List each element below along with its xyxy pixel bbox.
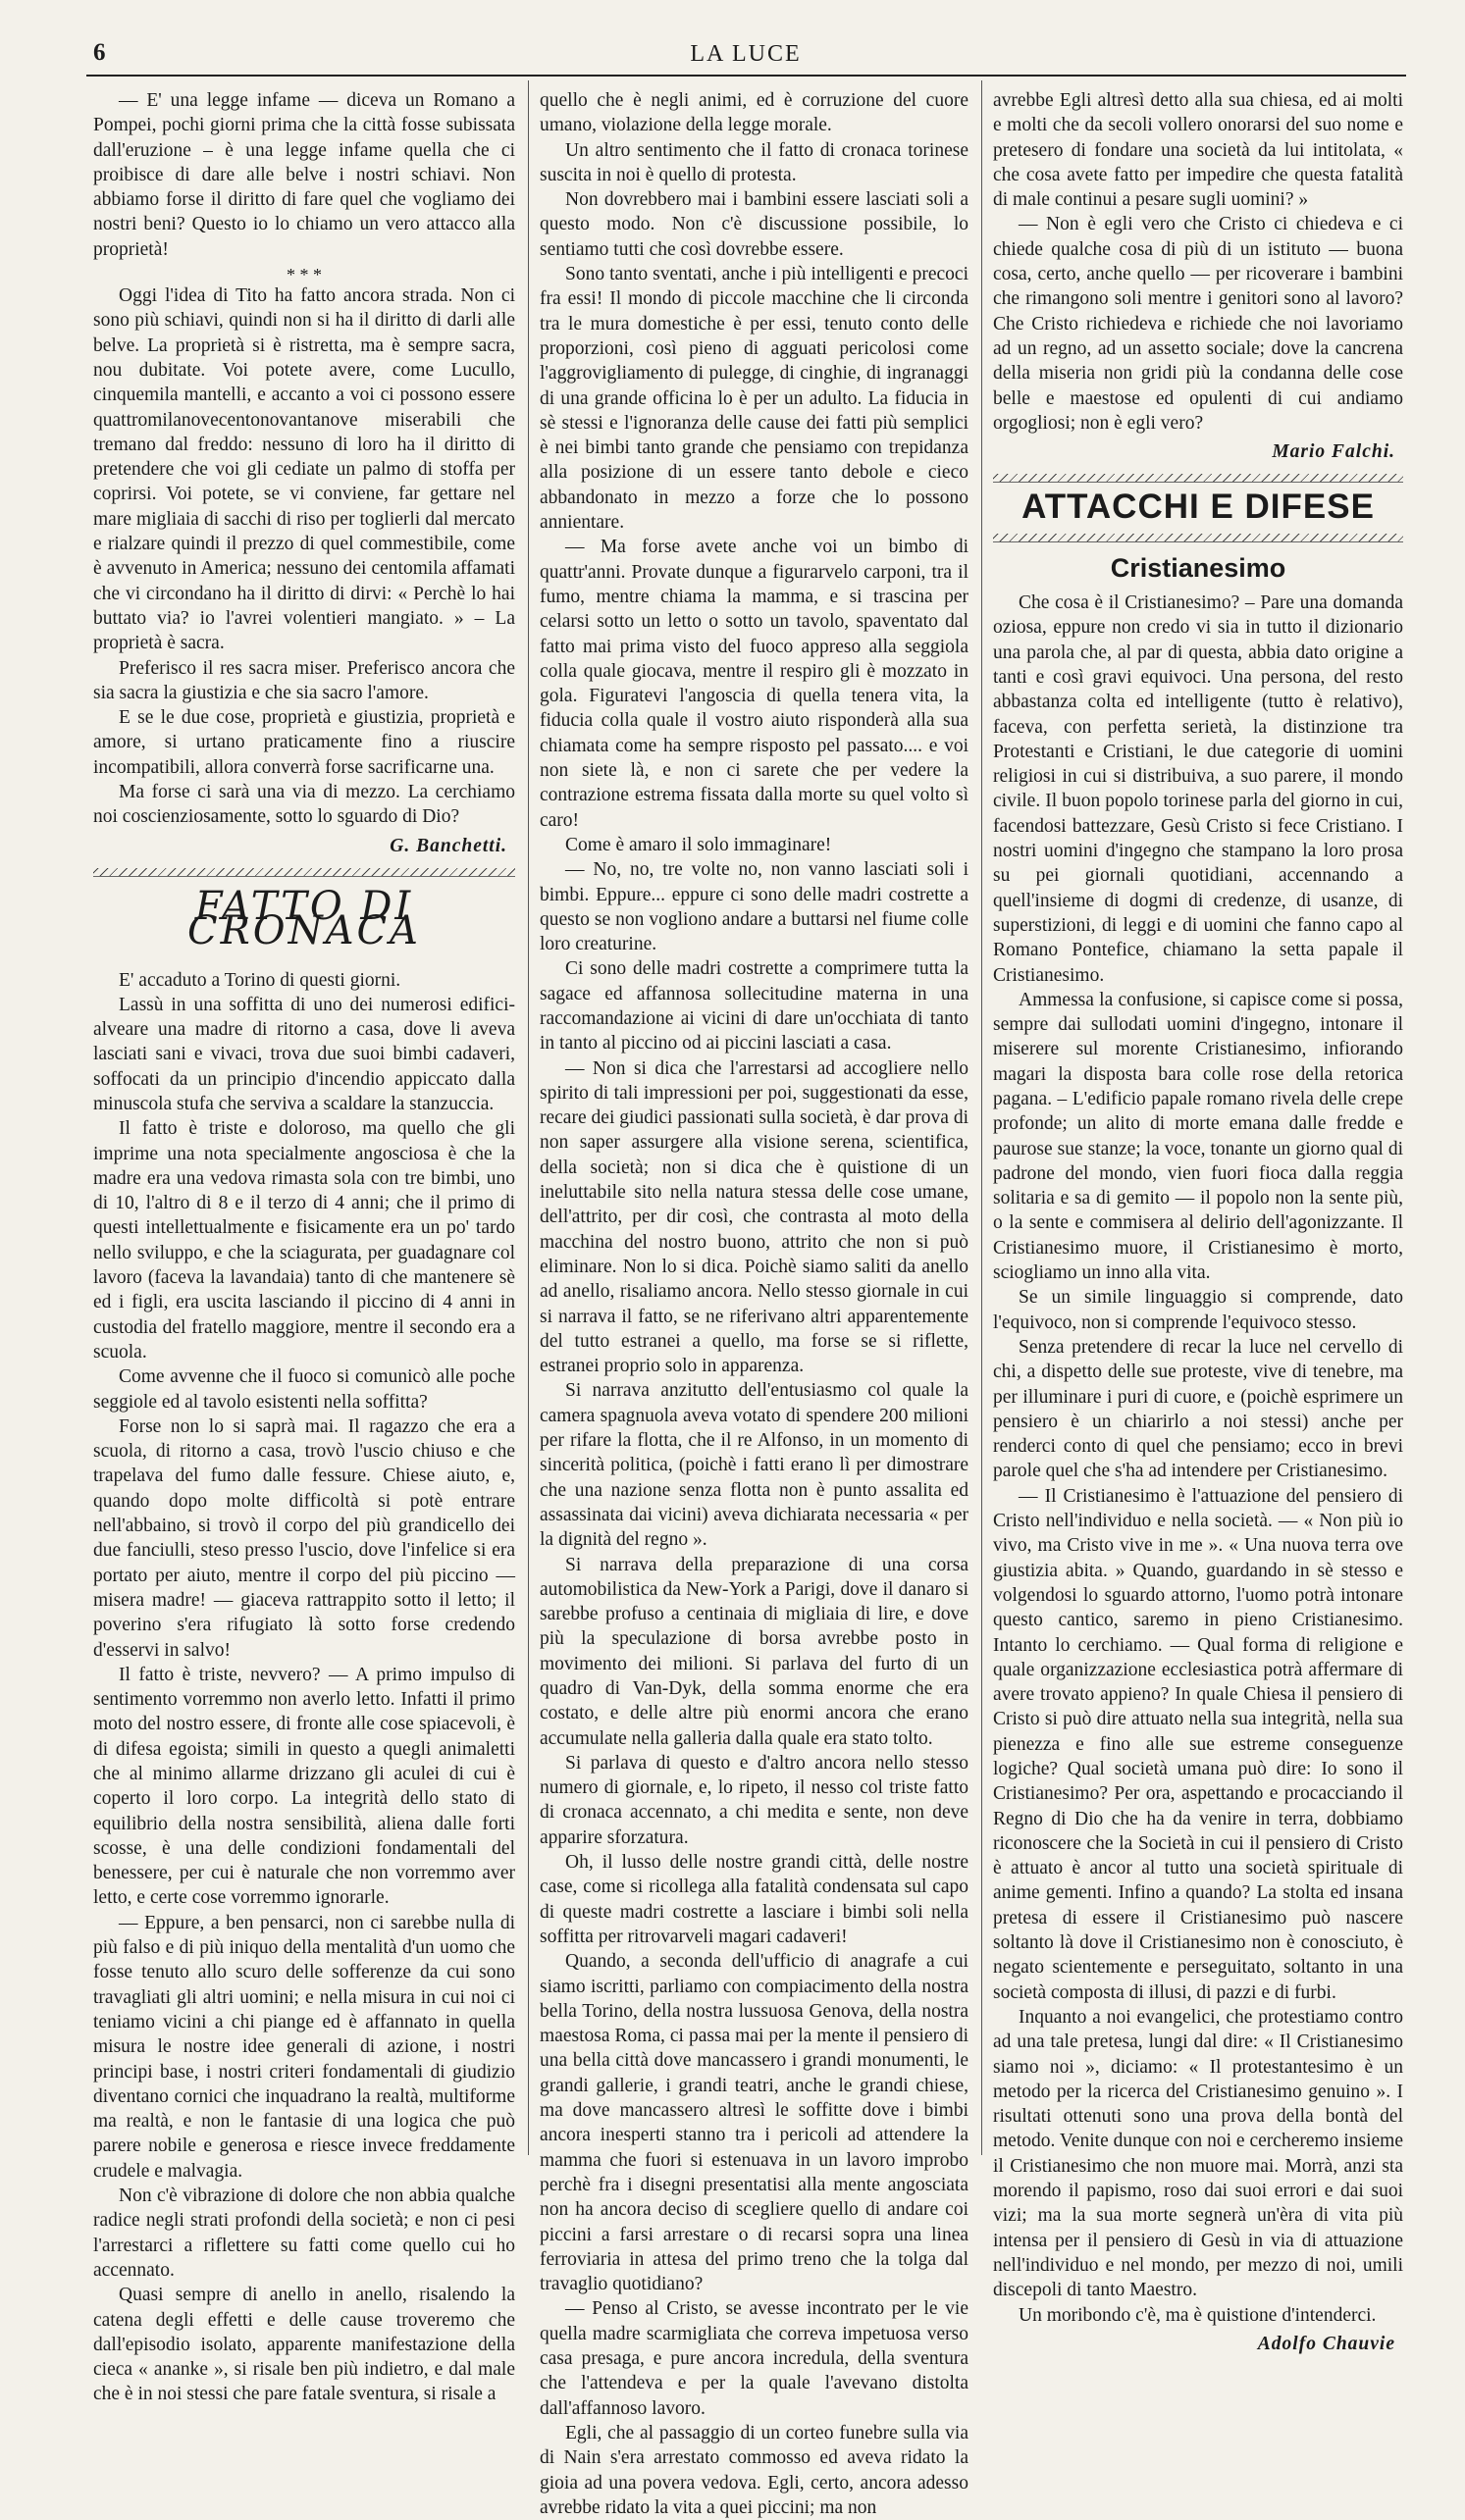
article-paragraph: Senza pretendere di recar la luce nel cervello di chi, a dispetto delle sue proteste, vive di tenebre, ma per illuminare i puri di cuore, e (poichè esprimere un pensiero è un chiarirlo a noi stessi) anche per renderci conto di quel che pensiamo; ecco in brevi parole quel che s'ha ad intendere per Cristianesimo. xyxy=(993,1336,1403,1482)
article-paragraph: Non dovrebbero mai i bambini essere lasciati soli a questo modo. Non c'è discussione possibile, lo sentiamo tutti che così dovrebbe essere. xyxy=(540,189,968,260)
article-paragraph: E' accaduto a Torino di questi giorni. xyxy=(119,969,401,991)
article-paragraph: — Eppure, a ben pensarci, non ci sarebbe nulla di più falso e di più iniquo della mentalità d'un uomo che fosse tenuto allo scuro delle sofferenze da cui sono travagliati gli altri uomini; e nella misura in cui noi ci teniamo vicini a chi piange ed è affannato in quella misura le nostre idee generali di azione, i nostri principi base, i nostri criteri fondamentali di giudizio diventano cornici che inquadrano la realtà, multiforme ma realtà, e non le fantasie di una logica che può parere nobile e generosa e riesce invece freddamente crudele e malvagia. xyxy=(93,1912,515,2182)
article-paragraph: — Ma forse avete anche voi un bimbo di quattr'anni. Provate dunque a figurarvelo carponi, tra il fumo, mentre chiama la mamma, e si trascina per celarsi sotto un letto o sotto un tavolo, spaventato dal fatto mai prima visto del fuoco appreso alla seggiola colla quale giocava, mentre il respiro gli è mozzato in gola. Figuratevi l'angoscia di quella tenera vita, la fiducia colla quale il vostro aiuto risponderà alla sua chiamata come ha sempre risposto pel passato.... e voi non siete là, e non ci sarete che per vedere la contrazione estrema fissata dalla morte su quel volto sì caro! xyxy=(540,537,968,831)
article-paragraph: Lassù in una soffitta di uno dei numerosi edifici-alveare una madre di ritorno a casa, dove li aveva lasciati sani e vivaci, trova due suoi bimbi cadaveri, soffocati da un principio d'incendio appiccato dalla minuscola stufa che serviva a scaldare la stanzuccia. xyxy=(93,994,515,1114)
article-paragraph: — Penso al Cristo, se avesse incontrato per le vie quella madre scarmigliata che correva impetuosa verso casa presaga, e pure ancora incredula, della sventura che l'attendeva e per la quale l'avevano distolta dall'affannoso lavoro. xyxy=(540,2298,968,2419)
article-paragraph: Si parlava di questo e d'altro ancora nello stesso numero di giornale, e, lo ripeto, il nesso col triste fatto di cronaca accennato, a chi medita e sente, non deve apparire sforzatura. xyxy=(540,1752,968,1848)
article-paragraph: Sono tanto sventati, anche i più intelligenti e precoci fra essi! Il mondo di piccole macchine che li circonda tra le mura domestiche è per essi, tenuto conto delle proporzioni, così pieno di agguati pericolosi come l'aggrovigliamento di pulegge, di cinghie, di ingranaggi di una grande officina lo è per un adulto. La fiducia in sè stessi e l'ignoranza delle cause dei fatti più semplici è nei bimbi tanto grande che pensiamo con trepidanza alla posizione di un essere tanto debole e cieco abbandonato in mezzo a forze che lo possono annientare. xyxy=(540,264,968,534)
article-paragraph: — E' una legge infame — diceva un Romano a Pompei, pochi giorni prima che la città fosse subissata dall'eruzione – è una legge infame quella che ci proibisce di dare alle belve i nostri schiavi. Non abbiamo forse il diritto di fare quel che vogliamo dei nostri beni? Questo io lo chiamo un vero attacco alla proprietà! xyxy=(93,90,515,260)
decorative-divider xyxy=(993,474,1403,483)
author-signature: Adolfo Chauvie xyxy=(1257,2333,1395,2354)
article-paragraph: — Il Cristianesimo è l'attuazione del pensiero di Cristo nell'individuo e nella società. — « Non più io vivo, ma Cristo vive in me ». « Una nuova terra ove giustizia abita. » Quando, guardando in sè stesso e volgendosi lo sguardo attorno, l'uomo potrà intonare questo cantico, saremo in pieno Cristianesimo. Intanto lo cerchiamo. — Qual forma di religione e quale organizzazione ecclesiastica potrà affermare di avere trovato appieno? In quale Chiesa il pensiero di Cristo si può dire attuato nella sua integrità, nella sua pienezza e fino alle sue estreme conseguenze logiche? Qual società umana può dire: Io sono il Cristianesimo? Per ora, aspettando e procacciando il Regno di Dio che ha da venire in terra, dobbiamo riconoscere che la Società in cui il pensiero di Cristo è attuato è ancor al tutto una società spirituale di anime gementi. Infino a quando? La stolta ed insana pretesa di essere il Cristianesimo può nascere soltanto là dove il Cristianesimo non è conosciuto, è negato scientemente e perseguitato, soltanto in una società composta di illusi, di pazzi e di furbi. xyxy=(993,1485,1403,2003)
article-paragraph: quello che è negli animi, ed è corruzione del cuore umano, violazione della legge morale. xyxy=(540,90,968,136)
column-divider xyxy=(981,80,982,2155)
column-divider xyxy=(528,80,529,2155)
article-paragraph: Come avvenne che il fuoco si comunicò alle poche seggiole ed al tavolo esistenti nella soffitta? xyxy=(93,1366,515,1413)
newspaper-title: LA LUCE xyxy=(690,41,802,67)
article-paragraph: E se le due cose, proprietà e giustizia, proprietà e amore, si urtano praticamente fino a riuscire incompatibili, allora converrà forse sacrificarne una. xyxy=(93,707,515,778)
author-signature: Mario Falchi. xyxy=(1272,441,1395,463)
article-paragraph: Ammessa la confusione, si capisce come si possa, sempre dai sullodati uomini d'ingegno, intonare il miserere sul morente Cristianesimo, infiorando magari la disposta bara colle rose della retorica pagana. – L'edificio papale romano rivela delle crepe profonde; un alito di morte emana dalle fredde e paurose sue stanze; la voce, tonante un giorno qual di padrone del mondo, vien fuori fioca dalla reggia solitaria e sa di gemito — il popolo non la sente più, o la sente e commisera al delirio dell'agonizzante. Il Cristianesimo muore, il Cristianesimo è morto, sciogliamo un inno alla vita. xyxy=(993,989,1403,1284)
article-paragraph: Non c'è vibrazione di dolore che non abbia qualche radice negli strati profondi della società; e non ci pesi l'arrestarci a riflettere su fatti come quello cui ho accennato. xyxy=(93,2186,515,2281)
article-paragraph: Un moribondo c'è, ma è quistione d'intenderci. xyxy=(1019,2304,1377,2326)
article-paragraph: Forse non lo si saprà mai. Il ragazzo che era a scuola, di ritorno a casa, trovò l'uscio chiuso e che trapelava del fumo dalle fessure. Chiese aiuto, e, quando dopo molte difficoltà si potè entrare nell'abbaino, si trovò il corpo del più grandicello dei due fanciulli, steso presso l'uscio, dove l'infelice si era portato per aiuto, mentre il corpo del più piccino — misera madre! — giaceva rattrappito sotto il letto; il poverino s'era rifugiato là sotto forse credendo d'esservi in salvo! xyxy=(93,1415,515,1661)
page-header xyxy=(93,39,1398,71)
column-2 xyxy=(540,88,968,2518)
article-paragraph: Il fatto è triste, nevvero? — A primo impulso di sentimento vorremmo non averlo letto. Infatti il primo moto del nostro essere, di fronte alle cose spiacevoli, è di difesa egoista; simili in questo a quegli animaletti che al minimo allarme drizzano gli aculei di cui è coperto il loro corpo. La integrità dello stato di equilibrio della nostra sensibilità, aliena dalle forti scosse, è una delle condizioni fondamentali del benessere, per cui è naturale che non vorremmo aver letto, e certe cose vorremmo ignorarle. xyxy=(93,1664,515,1909)
article-paragraph: Il fatto è triste e doloroso, ma quello che gli imprime una nota specialmente angosciosa è che la madre era una vedova rimasta sola con tre bimbi, uno di 10, l'altro di 8 e il terzo di 4 anni; che il primo di questi intellettualmente e fisicamente era un po' tardo nello sviluppo, e che la sciagurata, per guadagnare col lavoro (faceva la lavandaia) tanto di che mantenere sè ed i figli, era uscita lasciando il piccino di 4 anni in custodia del fratello maggiore, mentre il secondo era a scuola. xyxy=(93,1118,515,1363)
article-paragraph: avrebbe Egli altresì detto alla sua chiesa, ed ai molti e molti che da secoli vollero onorarsi del suo nome e pretesero di fondare una società da lui intitolata, « che cosa avete fatto per impedire che questa fatalità di male continui a pesare sugli uomini? » xyxy=(993,90,1403,211)
article-paragraph: Se un simile linguaggio si comprende, dato l'equivoco, non si comprende l'equivoco stesso. xyxy=(993,1287,1403,1333)
page-number: 6 xyxy=(93,39,106,66)
article-paragraph: — Non è egli vero che Cristo ci chiedeva e ci chiede qualche cosa di più di un istituto — buona cosa, certo, anche quello — per ricoverare i bambini che rimangono soli mentre i genitori sono al lavoro? Che Cristo richiedeva e richiede che noi lavoriamo ad un regno, ad un assetto sociale; dove la cancrena della miseria non gridi più la condanna delle cose belle e maestose ed opulenti di cui andiamo orgogliosi; non è egli vero? xyxy=(993,214,1403,434)
section-break-asterisks: * * * xyxy=(287,265,322,285)
article-paragraph: Oggi l'idea di Tito ha fatto ancora strada. Non ci sono più schiavi, quindi non si ha il diritto di darli alle belve. La proprietà si è ristretta, ma è sempre sacra, nou dubitate. Voi potete avere, come Lucullo, cinquemila mantelli, e accanto a voi ci possono essere quattromilanovecentonovantanove miserabili che tremano dal freddo: nessuno di loro ha il diritto di pretendere che voi gli cediate un palmo di stoffa per coprirsi. Voi potete, se vi conviene, far gettare nel mare migliaia di sacchi di riso per toglierli dal mercato e rialzare quindi il prezzo di quel commestibile, come è avvenuto in America; nessuno dei centomila affamati che vi circondano ha il diritto di dirvi: « Perchè lo hai buttato via? io l'avrei volentieri mangiato. » – La proprietà è sacra. xyxy=(93,285,515,654)
header-rule xyxy=(86,75,1406,77)
article-title: Cristianesimo xyxy=(1110,552,1286,583)
section-heading: ATTACCHI E DIFESE xyxy=(1021,488,1375,527)
article-paragraph: Quando, a seconda dell'ufficio di anagrafe a cui siamo iscritti, parliamo con compiacimento della nostra bella Torino, della nostra lussuosa Genova, della nostra maestosa Roma, ci passa mai per la mente il pensiero di una bella città dove mancassero i grandi monumenti, le grandi gallerie, i grandi teatri, anche le grandi chiese, ma dove mancassero altresì le soffitte dove i bimbi ancora inesperti stanno tra i pericoli ad attendere la mamma che fuori si estenuava in un lavoro improbo perchè fra i disegni presentatisi alla mente angosciata non ha ancora deciso di scegliere quello di andare coi piccini a farsi arrestare o di recarsi sopra una linea ferroviaria in attesa del primo treno che la tolga dal travaglio quotidiano? xyxy=(540,1951,968,2295)
article-paragraph: Che cosa è il Cristianesimo? – Pare una domanda oziosa, eppure non credo vi sia in tutto il dizionario una parola che, al par di questa, abbia dato origine a tanti e così gravi equivoci. Una persona, del resto abbastanza colta ed intelligente (tutto è relativo), faceva, con perfetta serietà, la distinzione tra Protestanti e Cristiani, le due categorie di uomini religiosi in cui si distribuiva, a suo parere, il mondo civile. Il buon popolo torinese parla del giorno in cui, facendosi battezzare, Gesù Cristo si fece Cristiano. I nostri uomini d'ingegno che stampano la loro prosa su pei giornali quotidiani, accennando a quell'insieme di dogmi di credenze, di usanze, di superstizioni, di leggi e di uomini che fanno capo al Romano Pontefice, chiamano la setta papale il Cristianesimo. xyxy=(993,592,1403,986)
article-paragraph: — No, no, tre volte no, non vanno lasciati soli i bimbi. Eppure... eppure ci sono delle madri costrette a questo se non vogliono andare a buttarsi nel fiume colle loro creaturine. xyxy=(540,859,968,955)
article-paragraph: Come è amaro il solo immaginare! xyxy=(565,834,832,855)
column-1 xyxy=(93,88,515,2405)
decorative-divider xyxy=(93,868,515,877)
article-paragraph: Quasi sempre di anello in anello, risalendo la catena degli effetti e delle cause troveremo che dall'episodio isolato, apparente manifestazione della cieca « ananke », si risale ben più indietro, e dal male che è in noi stessi che pare fatale sventura, si risale a xyxy=(93,2285,515,2405)
article-paragraph: Ma forse ci sarà una via di mezzo. La cerchiamo noi coscienziosamente, sotto lo sguardo di Dio? xyxy=(93,782,515,828)
article-paragraph: Egli, che al passaggio di un corteo funebre sulla via di Nain s'era arrestato commosso ed aveva ridato la gioia ad una povera vedova. Egli, certo, ancora adesso avrebbe ridato la vita a quei piccini; ma non xyxy=(540,2422,968,2518)
article-paragraph: Ci sono delle madri costrette a comprimere tutta la sagace ed affannosa sollecitudine materna in una raccomandazione ai vicini di dare un'occhiata di tanto in tanto al piccino od ai piccini lasciati a casa. xyxy=(540,958,968,1054)
decorative-divider xyxy=(993,534,1403,542)
author-signature: G. Banchetti. xyxy=(390,835,507,856)
article-paragraph: Preferisco il res sacra miser. Preferisco ancora che sia sacra la giustizia e che sia sacro l'amore. xyxy=(93,657,515,703)
article-paragraph: Inquanto a noi evangelici, che protestiamo contro ad una tale pretesa, lungi dal dire: « Il Cristianesimo siamo noi », diciamo: « Il protestantesimo è un metodo per la ricerca del Cristianesimo genuino ». I risultati ottenuti sono una prova della bontà del metodo. Venite dunque con noi e cercheremo insieme il Cristianesimo che non muore mai. Morrà, anzi sta morendo il papismo, roso dai suoi errori e dai suoi vizi; ma la sua morte segnerà un'èra di vita più intensa per il pensiero di Gesù in via di attuazione nell'individuo e nel mondo, per mezzo di noi, umili discepoli di tanto Maestro. xyxy=(993,2006,1403,2301)
article-paragraph: Un altro sentimento che il fatto di cronaca torinese suscita in noi è quello di protesta. xyxy=(540,139,968,185)
section-heading: FATTO DI CRONACA xyxy=(187,883,421,954)
article-paragraph: — Non si dica che l'arrestarsi ad accogliere nello spirito di tali impressioni per poi, suggestionati da esse, recare dei giudici passionati sulla società, è dar prova di non saper assurgere alla visione serena, scientifica, della società; non si dica che è quistione di un ineluttabile sito nella natura stessa delle cose umane, dell'attrito, per dir così, che contrasta al moto della macchina del nostro buono, attrito che non si può eliminare. Non lo si dica. Poichè siamo saliti da anello ad anello, risaliamo ancora. Nello stesso giornale in cui si narrava il fatto, se ne riferivano altri apparentemente del tutto estranei a quello, ma forse se si riflette, estranei proprio solo in apparenza. xyxy=(540,1057,968,1377)
article-paragraph: Oh, il lusso delle nostre grandi città, delle nostre case, come si ricollega alla fatalità condensata sul capo di queste madri costrette a lasciare i bimbi soli nella soffitta per ritrovarveli magari cadaveri! xyxy=(540,1852,968,1947)
column-3 xyxy=(993,88,1403,2354)
article-paragraph: Si narrava della preparazione di una corsa automobilistica da New-York a Parigi, dove il danaro si sarebbe profuso a centinaia di migliaia di lire, e dove più la speculazione di borsa avrebbe posto in movimento dei milioni. Si parlava del furto di un quadro di Van-Dyk, della somma enorme che era costato, e delle altre più enormi ancora che erano accumulate nella galleria dalla quale era stato tolto. xyxy=(540,1554,968,1749)
article-paragraph: Si narrava anzitutto dell'entusiasmo col quale la camera spagnuola aveva votato di spendere 200 milioni per rifare la flotta, che il re Alfonso, in un momento di sincerità politica, (poichè i fatti erano lì per dimostrare che una nazione senza flotta non è punto assalita ed assassinata dai vicini) aveva dichiarata necessaria « per la dignità del regno ». xyxy=(540,1380,968,1551)
